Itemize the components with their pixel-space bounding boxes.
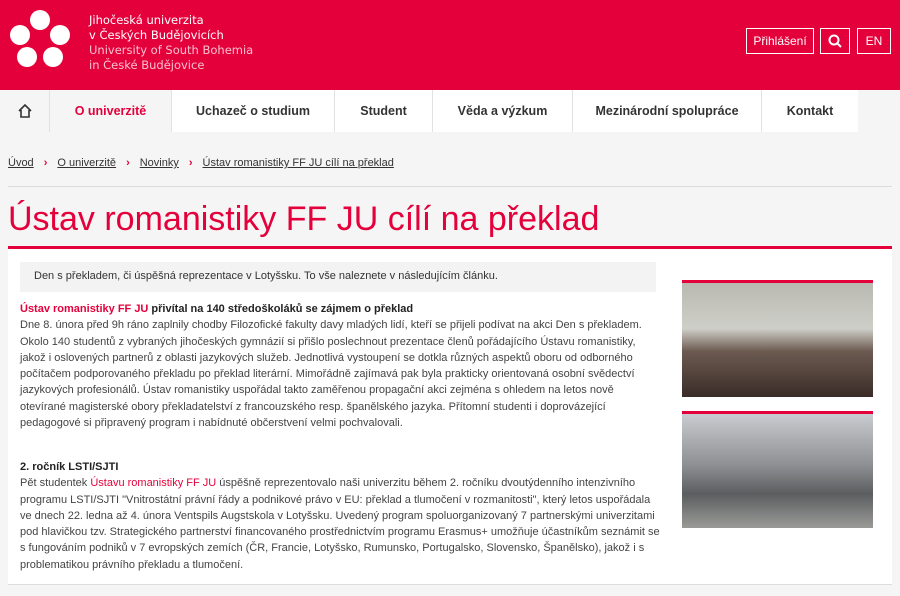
logo-line: Jihočeská univerzita	[89, 13, 204, 27]
photo-students[interactable]	[682, 280, 873, 397]
nav-uchazec[interactable]: Uchazeč o studium	[172, 90, 335, 132]
language-button[interactable]: EN	[857, 28, 891, 54]
home-button[interactable]	[0, 90, 50, 132]
section-body: úspěšně reprezentovalo naši univerzitu během 2. ročníku dvoutýdenního intenzivního programu LSTI/SJTI "Vnitrostátní právní řády a podnikové právo v EU: překlad a tlumočení v rozmanitosti", který letos uspořádala ve dnech 22. ledna až 4. února Ventspils Augstskola v Lotyšsku. Uvedený program spoluorganizovaný 7 partnerskými univerzitami pod hlavičkou tzv. Strategického partnerství financovaného prostřednictvím programu Erasmus+ umožňuje účastníkům seznámit se s fungováním podniků v 7 evropských zemích (ČR, Francie, Lotyšsko, Rumunsko, Portugalsko, Slovensko, Španělsko), jakož i s problematikou právního překladu a tlumočení.	[20, 477, 660, 571]
logo-text[interactable]	[89, 13, 253, 73]
section-body: Dne 8. února před 9h ráno zaplnily chodby Filozofické fakulty davy mladých lidí, kteří se přijeli podívat na akci Den s překladem. Okolo 140 studentů z vybraných jihočeských gymnázií si přišlo poslechnout prezentace členů pořádajícího Ústavu romanistiky, jakož i oslovených partnerů z oblasti jazykových služeb. Jednotlivá vystoupení se dotkla různých aspektů oboru od odborného počítačem podporovaného překladu po překlad literární. Mimořádně zajímavá pak byla prakticky orientovaná osobní svědectví jazykových profesionálů. Ústav romanistiky uspořádal takto zaměřenou propagační akci zejména s ohledem na letos nově otevírané magisterské obory překladatelství z francouzského resp. španělského jazyka. Přítomní studenti i doprovázející pedagogové si připravený program i nabídnuté občerstvení velmi pochvalovali.	[20, 319, 642, 430]
logo-line: in České Budějovice	[89, 58, 205, 72]
search-icon	[828, 34, 842, 48]
breadcrumb	[8, 157, 394, 169]
header	[0, 0, 900, 90]
logo-line: University of South Bohemia	[89, 43, 254, 57]
search-button[interactable]	[820, 28, 850, 54]
page-title: Ústav romanistiky FF JU cílí na překlad	[8, 200, 600, 238]
nav-o-univerzite[interactable]: O univerzitě	[50, 90, 172, 132]
nav-veda[interactable]: Věda a výzkum	[433, 90, 573, 132]
chevron-right-icon: ›	[126, 157, 130, 169]
divider	[8, 186, 892, 187]
nav-kontakt[interactable]: Kontakt	[762, 90, 858, 132]
section-2	[20, 459, 660, 573]
section-link[interactable]: Ústavu romanistiky FF JU	[90, 477, 217, 490]
breadcrumb-link[interactable]: Novinky	[139, 157, 179, 169]
nav-student[interactable]: Student	[335, 90, 433, 132]
section-text: Pět studentek	[20, 477, 91, 490]
article-intro: Den s překladem, či úspěšná reprezentace v Lotyšsku. To vše naleznete v následujícím článku.	[20, 262, 656, 292]
section-heading: přivítal na 140 středoškoláků se zájmem o překlad	[148, 303, 414, 315]
logo-line: v Českých Budějovicích	[89, 28, 224, 42]
chevron-right-icon: ›	[188, 157, 193, 169]
section-heading: 2. ročník LSTI/SJTI	[20, 461, 119, 473]
chevron-right-icon: ›	[43, 157, 48, 169]
main-nav	[0, 90, 858, 132]
breadcrumb-link[interactable]: Úvod	[8, 157, 34, 169]
section-1	[20, 301, 660, 431]
article	[8, 246, 892, 585]
breadcrumb-link[interactable]: O univerzitě	[57, 157, 117, 169]
home-icon	[18, 104, 32, 118]
login-button[interactable]: Přihlášení	[746, 28, 814, 54]
university-logo[interactable]	[8, 8, 72, 72]
photo-building[interactable]	[682, 411, 873, 528]
breadcrumb-current[interactable]: Ústav romanistiky FF JU cílí na překlad	[202, 157, 394, 169]
section-link[interactable]: Ústav romanistiky FF JU	[20, 303, 149, 315]
nav-mezinarodni[interactable]: Mezinárodní spolupráce	[573, 90, 762, 132]
